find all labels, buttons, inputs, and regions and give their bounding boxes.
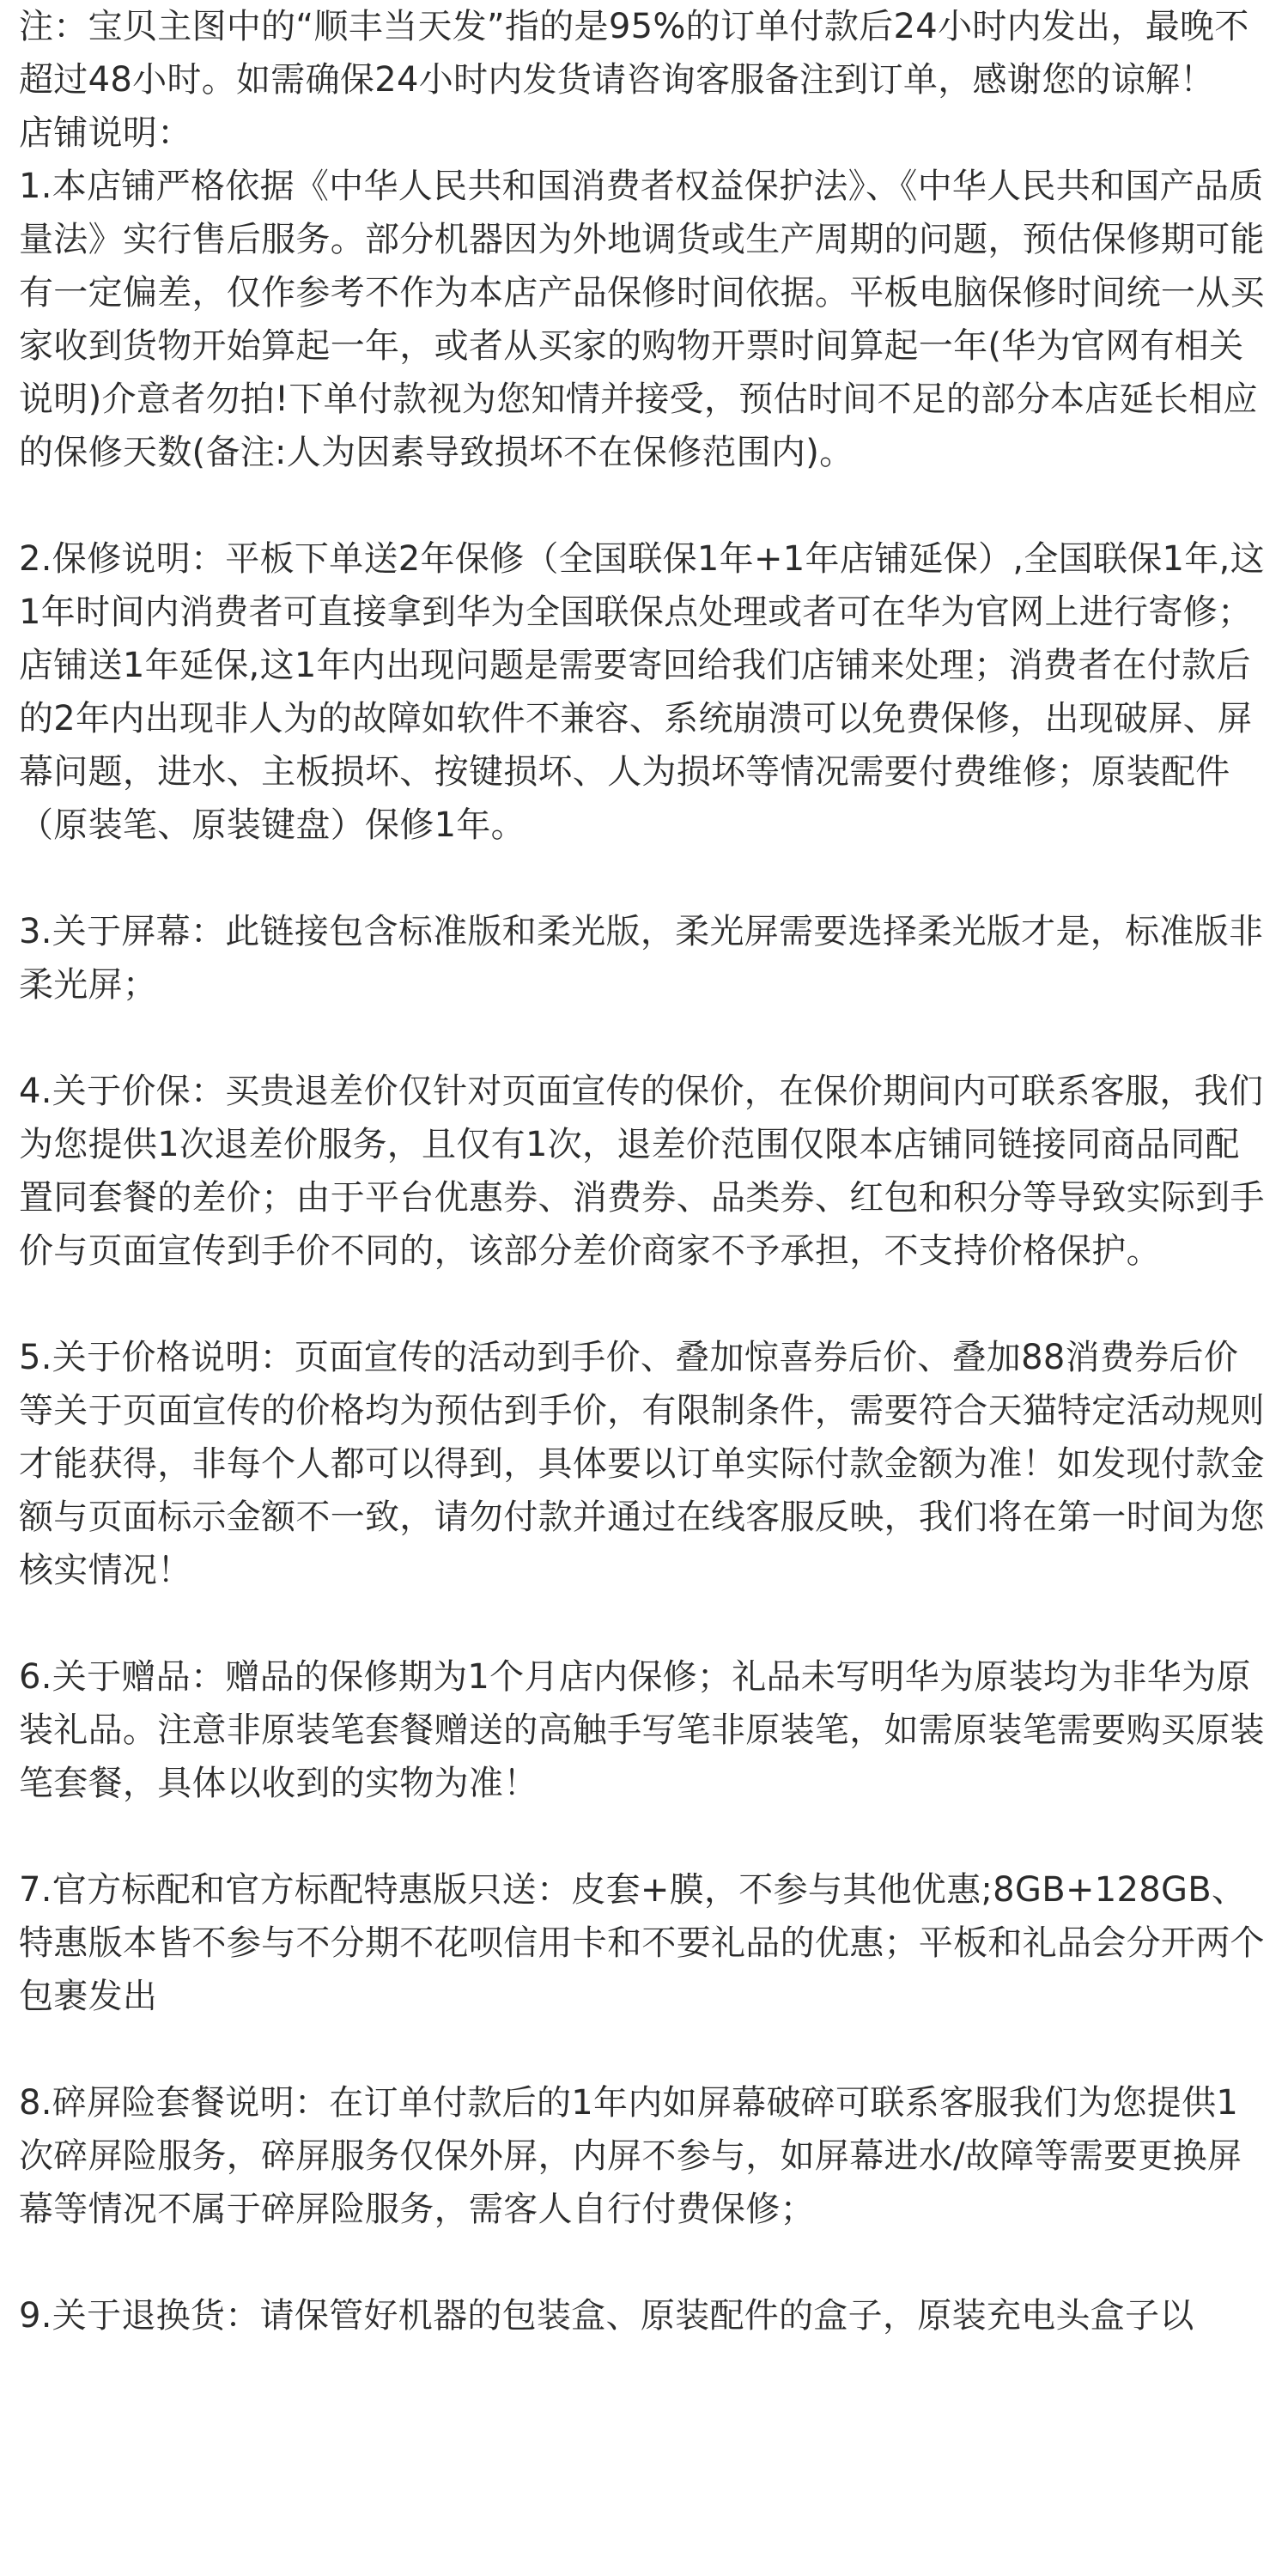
policy-item-6: 6.关于赠品：赠品的保修期为1个月店内保修；礼品未写明华为原装均为非华为原装礼品。注意非原装笔套餐赠送的高触手写笔非原装笔，如需原装笔需要购买原装笔套餐，具体以收到的实物为准！ (19, 1657, 1265, 1803)
policy-item-8: 8.碎屏险套餐说明：在订单付款后的1年内如屏幕破碎可联系客服我们为您提供1次碎屏险服务，碎屏服务仅保外屏，内屏不参与，如屏幕进水/故障等需要更换屏幕等情况不属于碎屏险服务，需客人自行付费保修； (19, 2083, 1242, 2229)
shipping-notice: 注：宝贝主图中的“顺丰当天发”指的是95%的订单付款后24小时内发出，最晚不超过48小时。如需确保24小时内发货请咨询客服备注到订单，感谢您的谅解！ (19, 7, 1249, 100)
policy-item-7: 7.官方标配和官方标配特惠版只送：皮套+膜，不参与其他优惠;8GB+128GB、特惠版本皆不参与不分期不花呗信用卡和不要礼品的优惠；平板和礼品会分开两个包裹发出 (19, 1870, 1265, 2016)
section-title: 店铺说明： (19, 113, 192, 153)
policy-item-3: 3.关于屏幕：此链接包含标准版和柔光版，柔光屏需要选择柔光版才是，标准版非柔光屏； (19, 912, 1264, 1005)
policy-item-4: 4.关于价保：买贵退差价仅针对页面宣传的保价，在保价期间内可联系客服，我们为您提供1次退差价服务，且仅有1次，退差价范围仅限本店铺同链接同商品同配置同套餐的差价；由于平台优惠券、消费券、品类券、红包和积分等导致实际到手价与页面宣传到手价不同的，该部分差价商家不予承担，不支持价格保护。 (19, 1072, 1265, 1271)
policy-item-9: 9.关于退换货：请保管好机器的包装盒、原装配件的盒子，原装充电头盒子以 (19, 2296, 1194, 2336)
store-notice-document (19, 0, 1273, 2342)
policy-item-5: 5.关于价格说明：页面宣传的活动到手价、叠加惊喜券后价、叠加88消费券后价等关于页面宣传的价格均为预估到手价，有限制条件，需要符合天猫特定活动规则才能获得，非每个人都可以得到，具体要以订单实际付款金额为准！如发现付款金额与页面标示金额不一致，请勿付款并通过在线客服反映，我们将在第一时间为您核实情况！ (19, 1338, 1265, 1590)
policy-item-2: 2.保修说明：平板下单送2年保修（全国联保1年+1年店铺延保）,全国联保1年,这1年时间内消费者可直接拿到华为全国联保点处理或者可在华为官网上进行寄修；店铺送1年延保,这1年内出现问题是需要寄回给我们店铺来处理；消费者在付款后的2年内出现非人为的故障如软件不兼容、系统崩溃可以免费保修，出现破屏、屏幕问题，进水、主板损坏、按键损坏、人为损坏等情况需要付费维修；原装配件（原装笔、原装键盘）保修1年。 (19, 539, 1265, 845)
policy-item-1: 1.本店铺严格依据《中华人民共和国消费者权益保护法》、《中华人民共和国产品质量法》实行售后服务。部分机器因为外地调货或生产周期的问题，预估保修期可能有一定偏差，仅作参考不作为本店产品保修时间依据。平板电脑保修时间统一从买家收到货物开始算起一年，或者从买家的购物开票时间算起一年(华为官网有相关说明)介意者勿拍!下单付款视为您知情并接受，预估时间不足的部分本店延长相应的保修天数(备注:人为因素导致损坏不在保修范围内)。 (19, 167, 1265, 472)
